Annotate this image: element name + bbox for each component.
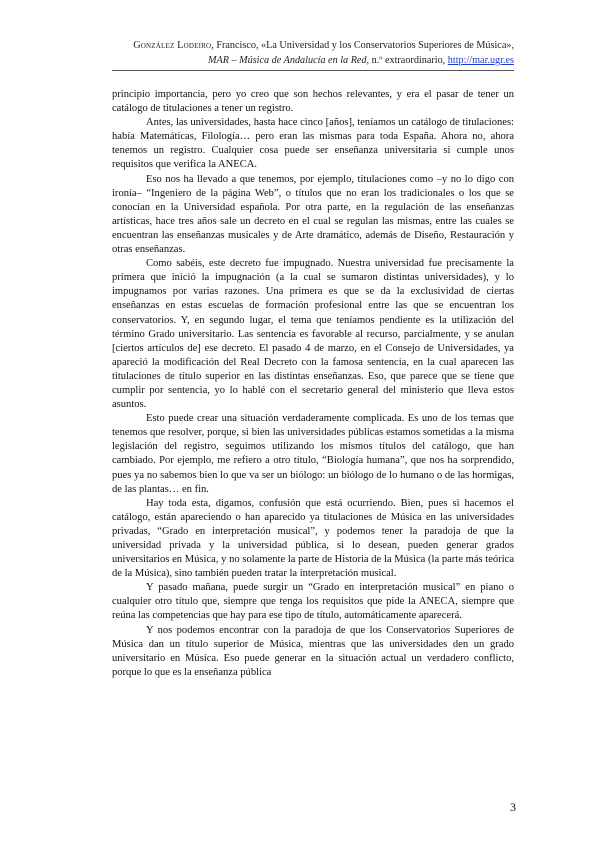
paragraph: Hay toda esta, digamos, confusión que está ocurriendo. Bien, pues si hacemos el catálogo, están apareciendo o han aparecido ya titulaciones de Música en las universidades privadas, “Grado en interpretación musical”, y podemos tener la paradoja de que la universidad privada y la universidad pública, si lo desean, pueden generar grados universitarios en Música, y no solamente la parte de Historia de la Música (la parte más teórica de la Música), sino también pueden tratar la interpretación musical. <box>112 497 514 580</box>
header-rule <box>112 70 514 71</box>
paragraph: Antes, las universidades, hasta hace cinco [años], teníamos un catálogo de titulaciones: había Matemáticas, Filología… pero eran las mismas para toda España. Ahora no, ahora tenemos un registro. Cualquier cosa puede ser enseñanza universitaria si cumple unos requisitos que verifica la ANECA. <box>112 117 514 171</box>
page-number: 3 <box>510 800 516 814</box>
paragraph: Y pasado mañana, puede surgir un “Grado en interpretación musical” en piano o cualquier otro título que, siempre que tenga los requisitos que pide la ANECA, siempre que reúna las competencias que hay para ese tipo de título, automáticamente aparecerá. <box>112 582 514 622</box>
header-line-2 <box>112 53 514 68</box>
paragraph: principio importancia, pero yo creo que son hechos relevantes, y era el pasar de tener un catálogo de titulaciones a tener un registro. <box>112 89 514 115</box>
header-author: González Lodeiro <box>133 40 212 51</box>
header-url-link[interactable]: http://mar.ugr.es <box>447 55 514 66</box>
header-issue: , n.º extraordinario, <box>366 55 448 66</box>
paragraph: Como sabéis, este decreto fue impugnado. Nuestra universidad fue precisamente la primera que inició la impugnación (a la cual se sumaron distintas universidades), y lo impugnamos por varias razones. Una primera es que se da la exclusividad de ciertas enseñanzas en estas escuelas de formación profesional entre las que se encuentran los conservatorios. Y, en segundo lugar, el tema que teníamos pendiente es la utilización del término Grado universitario. Las sentencia es favorable al recurso, parcialmente, y se anulan [ciertos artículos de] ese decreto. El pasado 4 de marzo, en el Consejo de Universidades, ya apareció la modificación del Real Decreto con la famosa sentencia, en la cual aparecen las titulaciones de título superior en las distintas enseñanzas. Eso, que parece que se tiene que cumplir por sentencia, yo lo hablé con el secretario general del ministerio que lleva estos asuntos. <box>112 258 514 411</box>
body-text <box>112 88 514 680</box>
paragraph: Esto puede crear una situación verdaderamente complicada. Es uno de los temas que tenemos que resolver, porque, si bien las universidades públicas estamos sometidas a la misma legislación del registro, seguimos utilizando los mismos títulos del catálogo, que han cambiado. Por ejemplo, me refiero a otro título, “Biología humana”, que nos ha sorprendido, pues ya no sabemos bien lo que va ser un biólogo: un biólogo de lo humano o de las hormigas, de las plantas… en fin. <box>112 413 514 495</box>
header-journal: MAR – Música de Andalucía en la Red <box>208 55 367 66</box>
paragraph: Eso nos ha llevado a que tenemos, por ejemplo, titulaciones como –y no lo digo con ironía– “Ingeniero de la página Web”, o títulos que no eran los tradicionales o los que se conocían en la Universidad española. Por otra parte, en la regulación de las enseñanzas artísticas, hace tres años sale un decreto en el cual se regulan las mismas, entre las cuales se encuentran las enseñanzas musicales y de Arte dramático, además de Diseño, Restauración y otras enseñanzas. <box>112 173 514 256</box>
header-line-1 <box>112 38 514 53</box>
running-header <box>112 38 514 68</box>
header-citation: , Francisco, «La Universidad y los Conservatorios Superiores de Música», <box>211 40 514 51</box>
paragraph: Y nos podemos encontrar con la paradoja de que los Conservatorios Superiores de Música dan un título superior de Música, mientras que las universidades den un grado universitario en Música. Eso puede generar en la situación actual un verdadero conflicto, porque lo que es la enseñanza pública <box>112 624 514 678</box>
